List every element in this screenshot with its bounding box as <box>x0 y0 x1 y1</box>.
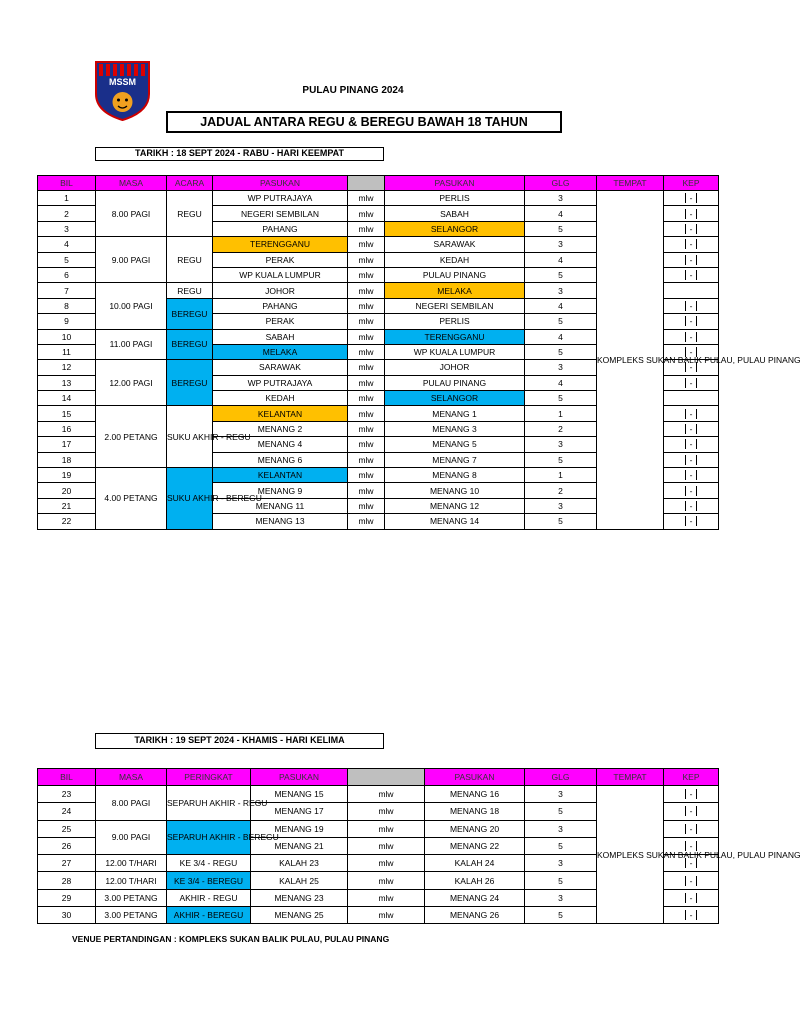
kep-cell <box>664 803 719 820</box>
kep-value: - <box>685 209 697 219</box>
bil-cell: 23 <box>38 786 96 803</box>
vs-cell: mlw <box>348 360 385 375</box>
team-a-cell: KALAH 23 <box>251 855 348 872</box>
team-b-cell: KEDAH <box>385 252 525 267</box>
bil-cell: 29 <box>38 889 96 906</box>
team-b-cell: WP KUALA LUMPUR <box>385 344 525 359</box>
masa-cell: 9.00 PAGI <box>96 820 167 855</box>
team-b-cell: MENANG 7 <box>385 452 525 467</box>
bil-cell: 14 <box>38 391 96 406</box>
column-header: PERINGKAT <box>167 769 251 786</box>
bil-cell: 26 <box>38 837 96 854</box>
team-b-cell: SELANGOR <box>385 221 525 236</box>
column-header: PASUKAN <box>213 176 348 191</box>
column-header: ACARA <box>167 176 213 191</box>
bil-cell: 13 <box>38 375 96 390</box>
kep-value: - <box>685 516 697 526</box>
kep-value: - <box>685 893 697 903</box>
team-a-cell: KELANTAN <box>213 468 348 483</box>
kep-cell <box>664 252 719 267</box>
vs-cell: mlw <box>348 803 425 820</box>
kep-value: - <box>685 424 697 434</box>
kep-cell <box>664 191 719 206</box>
masa-cell: 2.00 PETANG <box>96 406 167 468</box>
acara-cell: SUKU AKHIR - BEREGU <box>167 468 213 530</box>
glg-cell: 1 <box>525 406 597 421</box>
kep-value: - <box>685 439 697 449</box>
column-header: KEP <box>664 176 719 191</box>
peringkat-cell: KE 3/4 - BEREGU <box>167 872 251 889</box>
vs-cell: mlw <box>348 406 385 421</box>
kep-value: - <box>685 270 697 280</box>
peringkat-cell: AKHIR - BEREGU <box>167 907 251 924</box>
bil-cell: 24 <box>38 803 96 820</box>
kep-cell <box>664 206 719 221</box>
bil-cell: 4 <box>38 237 96 252</box>
column-header <box>348 176 385 191</box>
tiger-emblem <box>113 92 133 112</box>
bil-cell: 21 <box>38 498 96 513</box>
kep-value: - <box>685 824 697 834</box>
bil-cell: 17 <box>38 437 96 452</box>
peringkat-cell: KE 3/4 - REGU <box>167 855 251 872</box>
bil-cell: 6 <box>38 267 96 282</box>
kep-value: - <box>685 301 697 311</box>
peringkat-cell: SEPARUH AKHIR - BEREGU <box>167 820 251 855</box>
kep-cell <box>664 391 719 406</box>
kep-cell <box>664 786 719 803</box>
vs-cell: mlw <box>348 191 385 206</box>
kep-cell <box>664 468 719 483</box>
glg-cell: 2 <box>525 421 597 436</box>
kep-cell <box>664 314 719 329</box>
vs-cell: mlw <box>348 514 385 529</box>
team-a-cell: KEDAH <box>213 391 348 406</box>
bil-cell: 1 <box>38 191 96 206</box>
column-header: BIL <box>38 769 96 786</box>
column-header: MASA <box>96 769 167 786</box>
masa-cell: 9.00 PAGI <box>96 237 167 283</box>
kep-value: - <box>685 224 697 234</box>
masa-cell: 12.00 T/HARI <box>96 872 167 889</box>
kep-cell <box>664 267 719 282</box>
glg-cell: 3 <box>525 786 597 803</box>
vs-cell: mlw <box>348 375 385 390</box>
team-a-cell: MENANG 19 <box>251 820 348 837</box>
team-b-cell: MENANG 22 <box>425 837 525 854</box>
vs-cell: mlw <box>348 855 425 872</box>
glg-cell: 5 <box>525 314 597 329</box>
masa-cell: 3.00 PETANG <box>96 889 167 906</box>
schedule-table-day1 <box>37 175 801 530</box>
team-b-cell: PERLIS <box>385 191 525 206</box>
kep-cell <box>664 820 719 837</box>
kep-cell <box>664 375 719 390</box>
bil-cell: 3 <box>38 221 96 236</box>
kep-cell <box>664 907 719 924</box>
bil-cell: 28 <box>38 872 96 889</box>
bil-cell: 2 <box>38 206 96 221</box>
team-a-cell: WP PUTRAJAYA <box>213 375 348 390</box>
kep-value: - <box>685 316 697 326</box>
glg-cell: 3 <box>525 889 597 906</box>
bil-cell: 27 <box>38 855 96 872</box>
day1-date: TARIKH : 18 SEPT 2024 - RABU - HARI KEEMPAT <box>95 147 384 161</box>
bil-cell: 22 <box>38 514 96 529</box>
team-b-cell: PULAU PINANG <box>385 375 525 390</box>
bil-cell: 8 <box>38 298 96 313</box>
kep-cell <box>664 483 719 498</box>
masa-cell: 10.00 PAGI <box>96 283 167 329</box>
column-header: KEP <box>664 769 719 786</box>
vs-cell: mlw <box>348 483 385 498</box>
team-b-cell: MENANG 20 <box>425 820 525 837</box>
tempat-cell: KOMPLEKS SUKAN BALIK PULAU, PULAU PINANG <box>597 786 664 924</box>
team-a-cell: PERAK <box>213 314 348 329</box>
team-b-cell: MENANG 18 <box>425 803 525 820</box>
column-header: PASUKAN <box>251 769 348 786</box>
kep-value: - <box>685 332 697 342</box>
table-row <box>38 191 719 206</box>
vs-cell: mlw <box>348 329 385 344</box>
vs-cell: mlw <box>348 872 425 889</box>
team-a-cell: MENANG 23 <box>251 889 348 906</box>
glg-cell: 5 <box>525 514 597 529</box>
peringkat-cell: AKHIR - REGU <box>167 889 251 906</box>
kep-value: - <box>685 858 697 868</box>
acara-cell: REGU <box>167 283 213 298</box>
vs-cell: mlw <box>348 421 385 436</box>
team-a-cell: PAHANG <box>213 298 348 313</box>
team-a-cell: WP KUALA LUMPUR <box>213 267 348 282</box>
masa-cell: 4.00 PETANG <box>96 468 167 530</box>
kep-value: - <box>685 876 697 886</box>
page-title: JADUAL ANTARA REGU & BEREGU BAWAH 18 TAHUN <box>166 111 562 133</box>
acara-cell: REGU <box>167 237 213 283</box>
table-row <box>38 786 719 803</box>
kep-cell <box>664 221 719 236</box>
glg-cell: 4 <box>525 375 597 390</box>
bil-cell: 15 <box>38 406 96 421</box>
team-a-cell: NEGERI SEMBILAN <box>213 206 348 221</box>
glg-cell: 3 <box>525 237 597 252</box>
vs-cell: mlw <box>348 837 425 854</box>
column-header: BIL <box>38 176 96 191</box>
glg-cell: 3 <box>525 498 597 513</box>
team-b-cell: KALAH 26 <box>425 872 525 889</box>
bil-cell: 20 <box>38 483 96 498</box>
bil-cell: 18 <box>38 452 96 467</box>
team-a-cell: MENANG 15 <box>251 786 348 803</box>
column-header: MASA <box>96 176 167 191</box>
column-header <box>348 769 425 786</box>
glg-cell: 5 <box>525 221 597 236</box>
vs-cell: mlw <box>348 786 425 803</box>
masa-cell: 12.00 PAGI <box>96 360 167 406</box>
kep-cell <box>664 283 719 298</box>
kep-cell <box>664 889 719 906</box>
kep-value: - <box>685 841 697 851</box>
team-b-cell: NEGERI SEMBILAN <box>385 298 525 313</box>
team-b-cell: MENANG 8 <box>385 468 525 483</box>
team-b-cell: TERENGGANU <box>385 329 525 344</box>
glg-cell: 3 <box>525 855 597 872</box>
kep-value: - <box>685 193 697 203</box>
team-b-cell: PERLIS <box>385 314 525 329</box>
vs-cell: mlw <box>348 206 385 221</box>
column-header: GLG <box>525 769 597 786</box>
glg-cell: 5 <box>525 837 597 854</box>
glg-cell: 5 <box>525 344 597 359</box>
schedule-table-day2 <box>37 768 801 924</box>
team-b-cell: MENANG 3 <box>385 421 525 436</box>
vs-cell: mlw <box>348 498 385 513</box>
glg-cell: 4 <box>525 206 597 221</box>
glg-cell: 4 <box>525 252 597 267</box>
glg-cell: 3 <box>525 283 597 298</box>
masa-cell: 8.00 PAGI <box>96 786 167 821</box>
team-a-cell: MENANG 6 <box>213 452 348 467</box>
column-header: PASUKAN <box>385 176 525 191</box>
bil-cell: 30 <box>38 907 96 924</box>
glg-cell: 3 <box>525 820 597 837</box>
glg-cell: 3 <box>525 360 597 375</box>
tempat-cell: KOMPLEKS SUKAN BALIK PULAU, PULAU PINANG <box>597 191 664 530</box>
vs-cell: mlw <box>348 267 385 282</box>
bil-cell: 11 <box>38 344 96 359</box>
kep-value: - <box>685 409 697 419</box>
team-a-cell: MENANG 13 <box>213 514 348 529</box>
team-a-cell: PAHANG <box>213 221 348 236</box>
vs-cell: mlw <box>348 452 385 467</box>
acara-cell: BEREGU <box>167 298 213 329</box>
kep-value: - <box>685 910 697 920</box>
kep-cell <box>664 298 719 313</box>
team-a-cell: SARAWAK <box>213 360 348 375</box>
team-a-cell: MELAKA <box>213 344 348 359</box>
vs-cell: mlw <box>348 907 425 924</box>
bil-cell: 12 <box>38 360 96 375</box>
acara-cell: BEREGU <box>167 360 213 406</box>
bil-cell: 7 <box>38 283 96 298</box>
team-a-cell: MENANG 9 <box>213 483 348 498</box>
vs-cell: mlw <box>348 344 385 359</box>
acara-cell: BEREGU <box>167 329 213 360</box>
kep-cell <box>664 406 719 421</box>
team-a-cell: KALAH 25 <box>251 872 348 889</box>
glg-cell: 5 <box>525 452 597 467</box>
team-b-cell: KALAH 24 <box>425 855 525 872</box>
bil-cell: 5 <box>38 252 96 267</box>
team-b-cell: MELAKA <box>385 283 525 298</box>
masa-cell: 12.00 T/HARI <box>96 855 167 872</box>
vs-cell: mlw <box>348 283 385 298</box>
team-b-cell: PULAU PINANG <box>385 267 525 282</box>
kep-value: - <box>685 806 697 816</box>
kep-value: - <box>685 378 697 388</box>
vs-cell: mlw <box>348 221 385 236</box>
column-header: TEMPAT <box>597 769 664 786</box>
team-a-cell: KELANTAN <box>213 406 348 421</box>
team-b-cell: MENANG 26 <box>425 907 525 924</box>
vs-cell: mlw <box>348 391 385 406</box>
column-header: GLG <box>525 176 597 191</box>
team-a-cell: WP PUTRAJAYA <box>213 191 348 206</box>
bil-cell: 9 <box>38 314 96 329</box>
kep-value: - <box>685 486 697 496</box>
kep-cell <box>664 514 719 529</box>
glg-cell: 3 <box>525 437 597 452</box>
team-b-cell: MENANG 14 <box>385 514 525 529</box>
page-header-title: PULAU PINANG 2024 <box>302 85 404 96</box>
venue-note: VENUE PERTANDINGAN : KOMPLEKS SUKAN BALIK PULAU, PULAU PINANG <box>72 934 390 944</box>
team-b-cell: MENANG 24 <box>425 889 525 906</box>
glg-cell: 3 <box>525 191 597 206</box>
team-a-cell: MENANG 4 <box>213 437 348 452</box>
masa-cell: 8.00 PAGI <box>96 191 167 237</box>
team-b-cell: MENANG 10 <box>385 483 525 498</box>
glg-cell: 5 <box>525 803 597 820</box>
column-header: PASUKAN <box>425 769 525 786</box>
team-b-cell: MENANG 16 <box>425 786 525 803</box>
masa-cell: 3.00 PETANG <box>96 907 167 924</box>
logo-text: MSSM <box>109 77 136 87</box>
masa-cell: 11.00 PAGI <box>96 329 167 360</box>
team-b-cell: SARAWAK <box>385 237 525 252</box>
acara-cell: REGU <box>167 191 213 237</box>
glg-cell: 1 <box>525 468 597 483</box>
kep-value: - <box>685 455 697 465</box>
team-a-cell: MENANG 25 <box>251 907 348 924</box>
glg-cell: 4 <box>525 298 597 313</box>
glg-cell: 2 <box>525 483 597 498</box>
glg-cell: 5 <box>525 391 597 406</box>
vs-cell: mlw <box>348 889 425 906</box>
bil-cell: 10 <box>38 329 96 344</box>
vs-cell: mlw <box>348 437 385 452</box>
vs-cell: mlw <box>348 298 385 313</box>
kep-cell <box>664 452 719 467</box>
vs-cell: mlw <box>348 820 425 837</box>
bil-cell: 25 <box>38 820 96 837</box>
team-a-cell: MENANG 17 <box>251 803 348 820</box>
column-header: TEMPAT <box>597 176 664 191</box>
team-b-cell: JOHOR <box>385 360 525 375</box>
kep-cell <box>664 872 719 889</box>
team-b-cell: MENANG 12 <box>385 498 525 513</box>
glg-cell: 4 <box>525 329 597 344</box>
team-b-cell: MENANG 1 <box>385 406 525 421</box>
team-b-cell: SABAH <box>385 206 525 221</box>
kep-cell <box>664 237 719 252</box>
kep-cell <box>664 437 719 452</box>
team-a-cell: PERAK <box>213 252 348 267</box>
kep-value: - <box>685 255 697 265</box>
vs-cell: mlw <box>348 252 385 267</box>
vs-cell: mlw <box>348 314 385 329</box>
vs-cell: mlw <box>348 237 385 252</box>
team-a-cell: TERENGGANU <box>213 237 348 252</box>
kep-value: - <box>685 789 697 799</box>
day2-date: TARIKH : 19 SEPT 2024 - KHAMIS - HARI KELIMA <box>95 733 384 749</box>
kep-value: - <box>685 347 697 357</box>
kep-value: - <box>685 470 697 480</box>
peringkat-cell: SEPARUH AKHIR - REGU <box>167 786 251 821</box>
team-a-cell: MENANG 11 <box>213 498 348 513</box>
glg-cell: 5 <box>525 872 597 889</box>
glg-cell: 5 <box>525 907 597 924</box>
team-b-cell: SELANGOR <box>385 391 525 406</box>
kep-cell <box>664 329 719 344</box>
kep-cell <box>664 360 719 375</box>
team-b-cell: MENANG 5 <box>385 437 525 452</box>
acara-cell: SUKU AKHIR - REGU <box>167 406 213 468</box>
kep-cell <box>664 498 719 513</box>
kep-value: - <box>685 501 697 511</box>
kep-value: - <box>685 362 697 372</box>
team-a-cell: JOHOR <box>213 283 348 298</box>
kep-value: - <box>685 239 697 249</box>
team-a-cell: SABAH <box>213 329 348 344</box>
kep-cell <box>664 421 719 436</box>
glg-cell: 5 <box>525 267 597 282</box>
mssm-logo <box>94 60 151 122</box>
vs-cell: mlw <box>348 468 385 483</box>
team-a-cell: MENANG 21 <box>251 837 348 854</box>
team-a-cell: MENANG 2 <box>213 421 348 436</box>
bil-cell: 16 <box>38 421 96 436</box>
bil-cell: 19 <box>38 468 96 483</box>
